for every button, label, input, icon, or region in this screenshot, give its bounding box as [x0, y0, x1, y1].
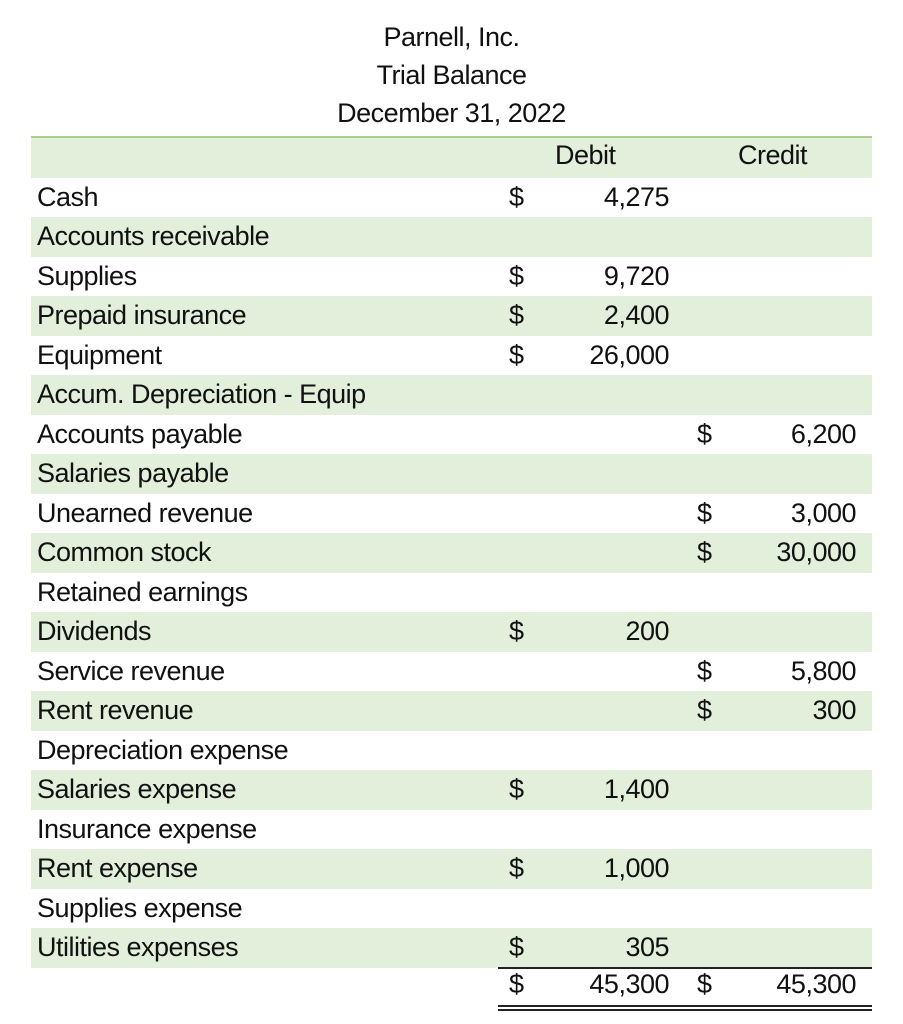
account-name: Rent expense: [37, 853, 198, 883]
credit-sign: $: [697, 655, 712, 686]
account-name: Depreciation expense: [37, 734, 289, 765]
debit-amount: 26,000: [589, 339, 669, 370]
totals-row: [31, 968, 872, 1004]
debit-amount: 9,720: [603, 260, 669, 291]
debit-sign: $: [509, 932, 524, 962]
table-row: [31, 375, 872, 415]
total-debit-sign: $: [509, 968, 524, 999]
account-name: Salaries payable: [37, 458, 229, 488]
account-name: Insurance expense: [37, 813, 257, 844]
credit-header: Credit: [738, 140, 808, 170]
account-name: Equipment: [37, 339, 162, 370]
table-row: [31, 849, 872, 889]
credit-sign: $: [697, 695, 712, 725]
company-name: Parnell, Inc.: [383, 22, 520, 52]
column-header-row: [31, 138, 872, 178]
table-row: [31, 217, 872, 257]
table-row: [31, 178, 872, 218]
account-name: Accum. Depreciation - Equip: [37, 379, 366, 409]
report-date: December 31, 2022: [337, 98, 566, 128]
table-row: [31, 612, 872, 652]
account-name: Accounts payable: [37, 418, 243, 449]
account-name: Supplies expense: [37, 892, 243, 923]
table-row: [31, 652, 872, 692]
debit-sign: $: [509, 853, 524, 883]
debit-sign: $: [509, 339, 524, 370]
table-row: [31, 889, 872, 929]
table-row: [31, 770, 872, 810]
credit-amount: 300: [812, 695, 856, 725]
trial-balance-table: [31, 136, 872, 1004]
debit-header: Debit: [555, 140, 616, 170]
table-row: [31, 731, 872, 771]
account-name: Accounts receivable: [37, 221, 270, 251]
debit-amount: 1,400: [603, 774, 669, 804]
account-name: Rent revenue: [37, 695, 194, 725]
account-name: Cash: [37, 181, 99, 212]
credit-sign: $: [697, 537, 712, 567]
debit-amount: 200: [625, 616, 669, 646]
table-row: [31, 336, 872, 376]
credit-amount: 3,000: [790, 497, 856, 528]
debit-amount: 2,400: [603, 300, 669, 330]
table-row: [31, 296, 872, 336]
credit-amount: 30,000: [776, 537, 856, 567]
debit-sign: $: [509, 300, 524, 330]
debit-sign: $: [509, 181, 524, 212]
total-credit-sign: $: [697, 968, 712, 999]
table-row: [31, 415, 872, 455]
table-row: [31, 454, 872, 494]
account-name: Salaries expense: [37, 774, 237, 804]
account-name: Prepaid insurance: [37, 300, 247, 330]
credit-sign: $: [697, 418, 712, 449]
account-name: Supplies: [37, 260, 137, 291]
debit-sign: $: [509, 616, 524, 646]
credit-sign: $: [697, 497, 712, 528]
debit-sign: $: [509, 774, 524, 804]
report-title: Trial Balance: [376, 60, 527, 90]
account-name: Unearned revenue: [37, 497, 253, 528]
debit-amount: 1,000: [603, 853, 669, 883]
table-row: [31, 810, 872, 850]
double-underline: [498, 1005, 872, 1011]
account-name: Retained earnings: [37, 576, 248, 607]
account-name: Utilities expenses: [37, 932, 239, 962]
table-row: [31, 691, 872, 731]
debit-amount: 4,275: [603, 181, 669, 212]
table-row: [31, 928, 872, 968]
account-name: Dividends: [37, 616, 152, 646]
table-row: [31, 533, 872, 573]
account-name: Common stock: [37, 537, 212, 567]
account-name: Service revenue: [37, 655, 225, 686]
credit-amount: 6,200: [790, 418, 856, 449]
total-debit: 45,300: [589, 968, 669, 999]
debit-sign: $: [509, 260, 524, 291]
total-credit: 45,300: [776, 968, 856, 999]
table-row: [31, 257, 872, 297]
table-row: [31, 494, 872, 534]
credit-amount: 5,800: [790, 655, 856, 686]
table-row: [31, 573, 872, 613]
debit-amount: 305: [625, 932, 669, 962]
